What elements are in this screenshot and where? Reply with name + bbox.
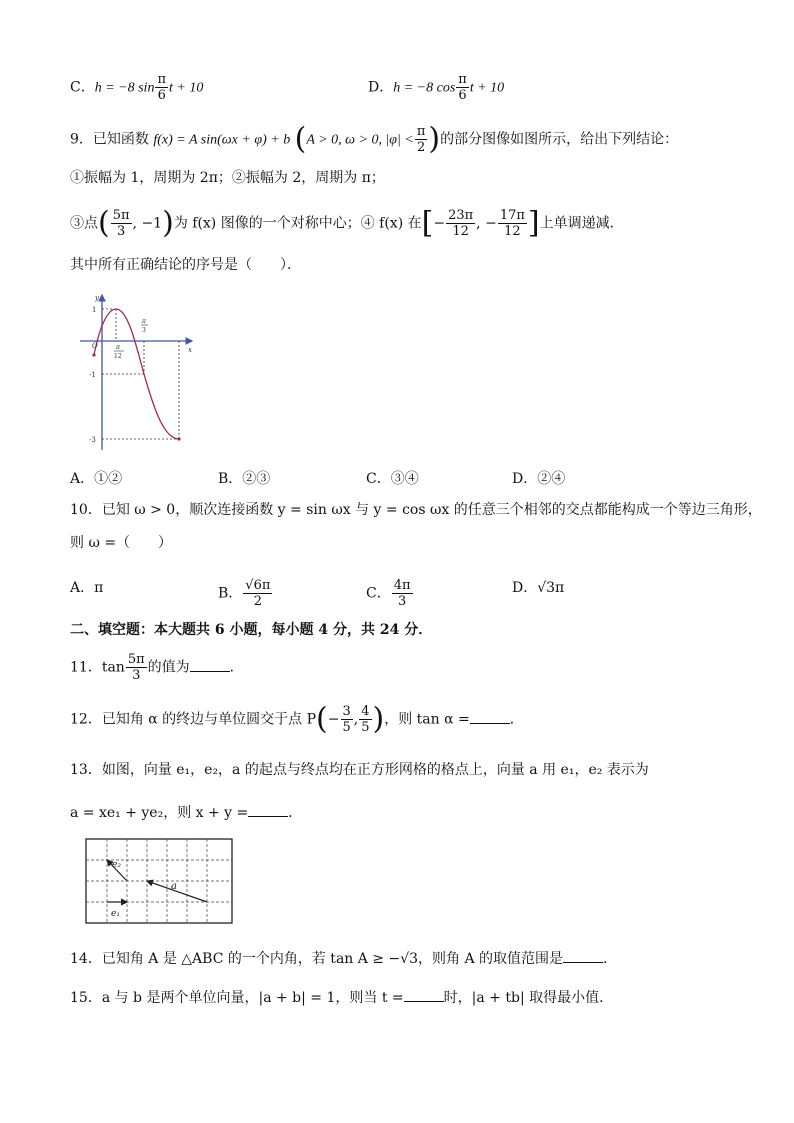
q9-lead: 已知函数 xyxy=(92,131,149,148)
q9-option-c: C．③④ xyxy=(366,471,419,487)
q9-cond: A > 0, ω > 0, |φ| < xyxy=(306,132,414,148)
q14: 14．已知角 A 是 △ABC 的一个内角，若 tan A ≥ −√3，则角 A 的取值范围是 ． xyxy=(70,948,617,969)
q8-c-expr-a: h = −8 sin xyxy=(94,80,155,96)
q8-d-expr-a: h = −8 cos xyxy=(393,80,456,96)
q10-line2: 则 ω =（ ） xyxy=(70,535,173,551)
q13-line2: a = xe₁ + ye₂，则 x + y = ． xyxy=(70,802,302,823)
q9-function-graph xyxy=(72,285,202,455)
q8-d-label: D． xyxy=(368,79,394,96)
vector-a xyxy=(147,881,207,902)
svg-text:3: 3 xyxy=(142,327,146,334)
q15: 15．a 与 b 是两个单位向量，|a + b| = 1，则当 t = 时，|a + tb| 取得最小值． xyxy=(70,987,613,1008)
q12: 12．已知角 α 的终边与单位圆交于点 P(− $\frac{3}{5}$ , $\frac{4}{5}$ )，则 tan α = ． xyxy=(70,701,524,737)
q9-point-frac: $\frac{5\pi}{3}$ xyxy=(112,208,130,239)
q11-answer-blank xyxy=(190,657,230,672)
q9-number: 9． xyxy=(70,131,93,148)
q9-interval-end: $\frac{17\pi}{12}$ xyxy=(499,208,525,239)
q12-answer-blank xyxy=(470,709,510,724)
svg-text:π: π xyxy=(116,344,120,351)
q9-line4: 其中所有正确结论的序号是（ ）． xyxy=(70,257,301,273)
q9-option-d: D．②④ xyxy=(512,471,566,487)
q12-frac-y: $\frac{4}{5}$ xyxy=(361,704,370,735)
q8-c-frac: $\frac{\pi}{6}$ xyxy=(157,72,166,103)
q10-line1: 10．已知 ω > 0，顺次连接函数 y = sin ωx 与 y = cos ωx 的任意三个相邻的交点都能构成一个等边三角形， xyxy=(70,502,762,518)
grid-lines xyxy=(86,839,232,923)
q10-option-b: B． $\frac{√6\pi}{2}$ xyxy=(218,578,271,609)
q14-answer-blank xyxy=(563,948,603,963)
q11-frac: $\frac{5\pi}{3}$ xyxy=(127,652,145,683)
q10-option-d: D．√3π xyxy=(512,580,565,596)
svg-text:12: 12 xyxy=(114,353,122,360)
q10-b-frac: $\frac{√6\pi}{2}$ xyxy=(245,578,271,609)
q8-option-c xyxy=(70,72,203,103)
tick-label-neg-three: -3 xyxy=(89,436,96,444)
tick-label-pi-over-12 xyxy=(114,344,124,360)
label-e1: e₁ xyxy=(111,909,120,919)
tick-label-neg-one: -1 xyxy=(89,371,96,379)
origin-label: O xyxy=(92,342,98,350)
svg-text:π: π xyxy=(142,318,146,325)
curve-end-point xyxy=(177,437,180,440)
tick-label-pi-over-3 xyxy=(141,318,148,334)
q9-tail: 的部分图像如图所示，给出下列结论： xyxy=(440,131,679,148)
q13-line1: 13．如图，向量 e₁，e₂，a 的起点与终点均在正方形网格的格点上，向量 a 用 e₁，e₂ 表示为 xyxy=(70,762,649,778)
q8-c-expr-b: t + 10 xyxy=(169,80,204,96)
q11: 11．tan $\frac{5\pi}{3}$ 的值为 ． xyxy=(70,652,244,683)
q9-line3: ③点( $\frac{5\pi}{3}$ , −1)为 f(x) 图像的一个对称中心；④ f(x) 在[− $\frac{23\pi}{12}$ , − $\frac{17\pi}{12}$ ]上单调递减． xyxy=(70,205,624,241)
tick-label-one: 1 xyxy=(92,306,97,314)
section-2-heading: 二、填空题：本大题共 6 小题，每小题 4 分，共 24 分． xyxy=(70,622,433,638)
q10-c-frac: $\frac{4\pi}{3}$ xyxy=(393,578,411,609)
q10-option-a: A．π xyxy=(70,580,104,596)
q9-line1: 9．已知函数 f(x) = A sin(ωx + φ) + b (A > 0, ω > 0, |φ| < $\frac{\pi}{2}$ )的部分图像如图所示，给出下列结论： xyxy=(70,121,679,157)
q9-line2: ①振幅为 1，周期为 2π；②振幅为 2，周期为 π； xyxy=(70,170,385,186)
q9-option-a: A．①② xyxy=(70,471,123,487)
q15-answer-blank xyxy=(404,987,444,1002)
label-a: a xyxy=(171,881,177,892)
y-axis-label: y xyxy=(95,294,99,302)
q12-frac-x: $\frac{3}{5}$ xyxy=(342,704,351,735)
q9-func: f(x) = A sin(ωx + φ) + b xyxy=(153,132,291,148)
curve-start-point xyxy=(92,353,95,356)
q10-option-c: C． $\frac{4\pi}{3}$ xyxy=(366,578,411,609)
q13-answer-blank xyxy=(248,802,288,817)
q9-cond-frac: $\frac{\pi}{2}$ xyxy=(416,124,426,155)
x-axis-label: x xyxy=(188,346,192,354)
q8-c-label: C． xyxy=(70,79,95,96)
q8-option-d xyxy=(368,72,504,103)
q8-d-frac: $\frac{\pi}{6}$ xyxy=(458,72,467,103)
q9-option-b: B．②③ xyxy=(218,471,271,487)
label-e2: e₂ xyxy=(112,860,121,870)
q13-vector-grid xyxy=(85,838,235,926)
q9-interval-start: $\frac{23\pi}{12}$ xyxy=(448,208,474,239)
q8-d-expr-b: t + 10 xyxy=(469,80,505,96)
